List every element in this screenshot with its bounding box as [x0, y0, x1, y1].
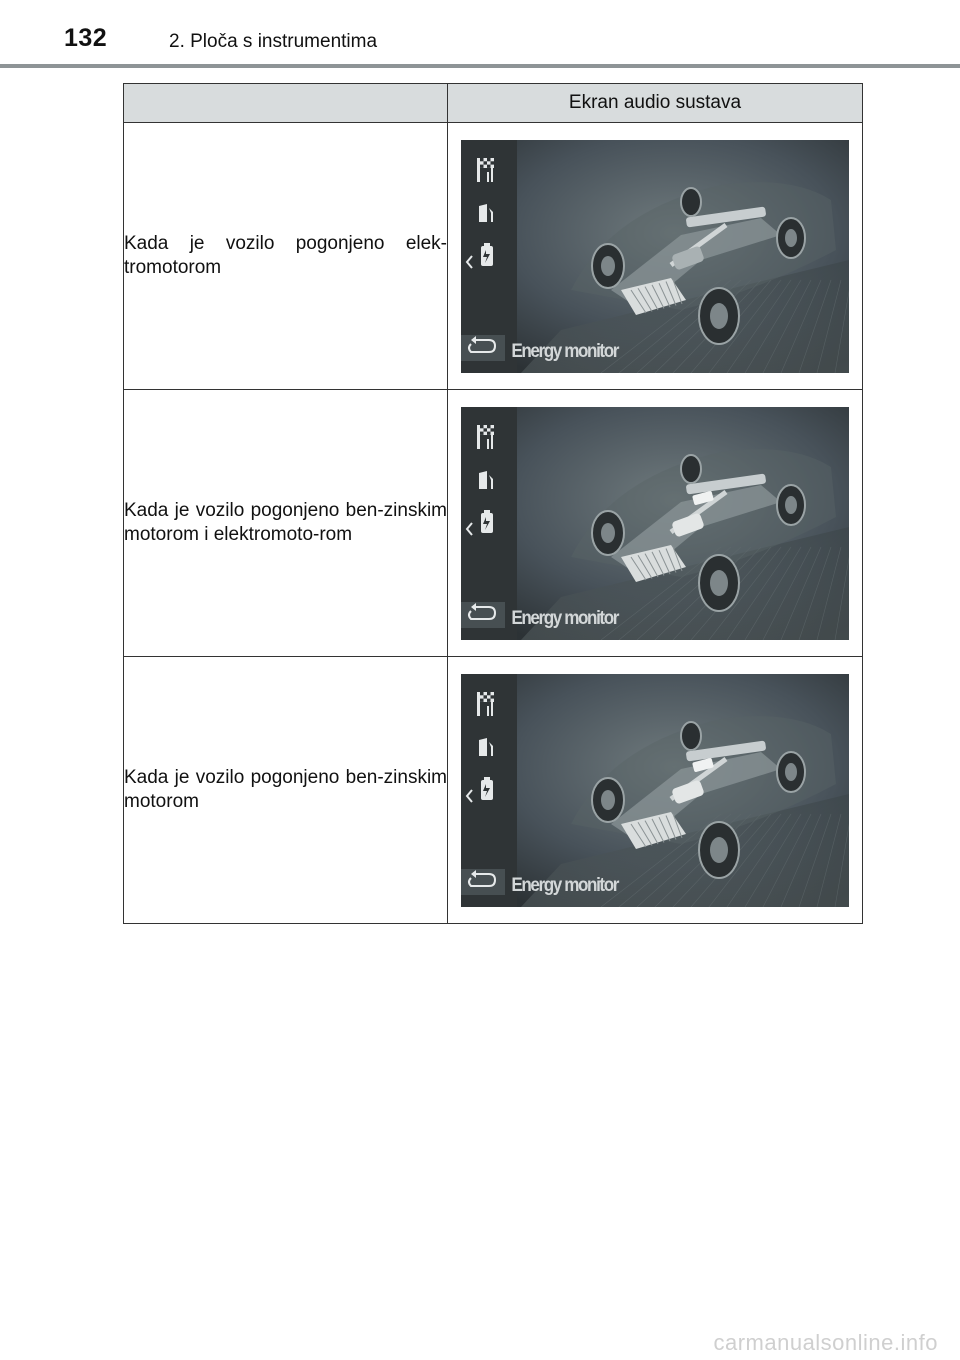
- header-rule: [0, 64, 960, 68]
- row-description: Kada je vozilo pogonjeno ben-zinskim motorom i elektromoto-rom: [124, 390, 448, 657]
- energy-monitor-screenshot: [461, 674, 849, 907]
- table-row: [124, 390, 863, 657]
- row-description: Kada je vozilo pogonjeno elek-tromotorom: [124, 123, 448, 390]
- energy-monitor-table: [123, 83, 863, 924]
- row-screen-cell: [448, 123, 863, 390]
- svg-text:Energy monitor: Energy monitor: [511, 874, 620, 896]
- table-header-audio-screen: Ekran audio sustava: [448, 84, 863, 123]
- table-header-empty: [124, 84, 448, 123]
- row-description: Kada je vozilo pogonjeno ben-zinskim motorom: [124, 657, 448, 924]
- svg-text:Energy monitor: Energy monitor: [511, 340, 620, 362]
- table-header-row: [124, 84, 863, 123]
- energy-monitor-screenshot: [461, 140, 849, 373]
- energy-monitor-screenshot: [461, 407, 849, 640]
- svg-text:Energy monitor: Energy monitor: [511, 607, 620, 629]
- footer-watermark: carmanualsonline.info: [713, 1330, 938, 1355]
- page-header: [0, 0, 960, 70]
- table-row: [124, 657, 863, 924]
- section-title: 2. Ploča s instrumentima: [169, 31, 378, 52]
- row-screen-cell: [448, 657, 863, 924]
- row-screen-cell: [448, 390, 863, 657]
- table-row: [124, 123, 863, 390]
- page-number: 132: [64, 24, 108, 52]
